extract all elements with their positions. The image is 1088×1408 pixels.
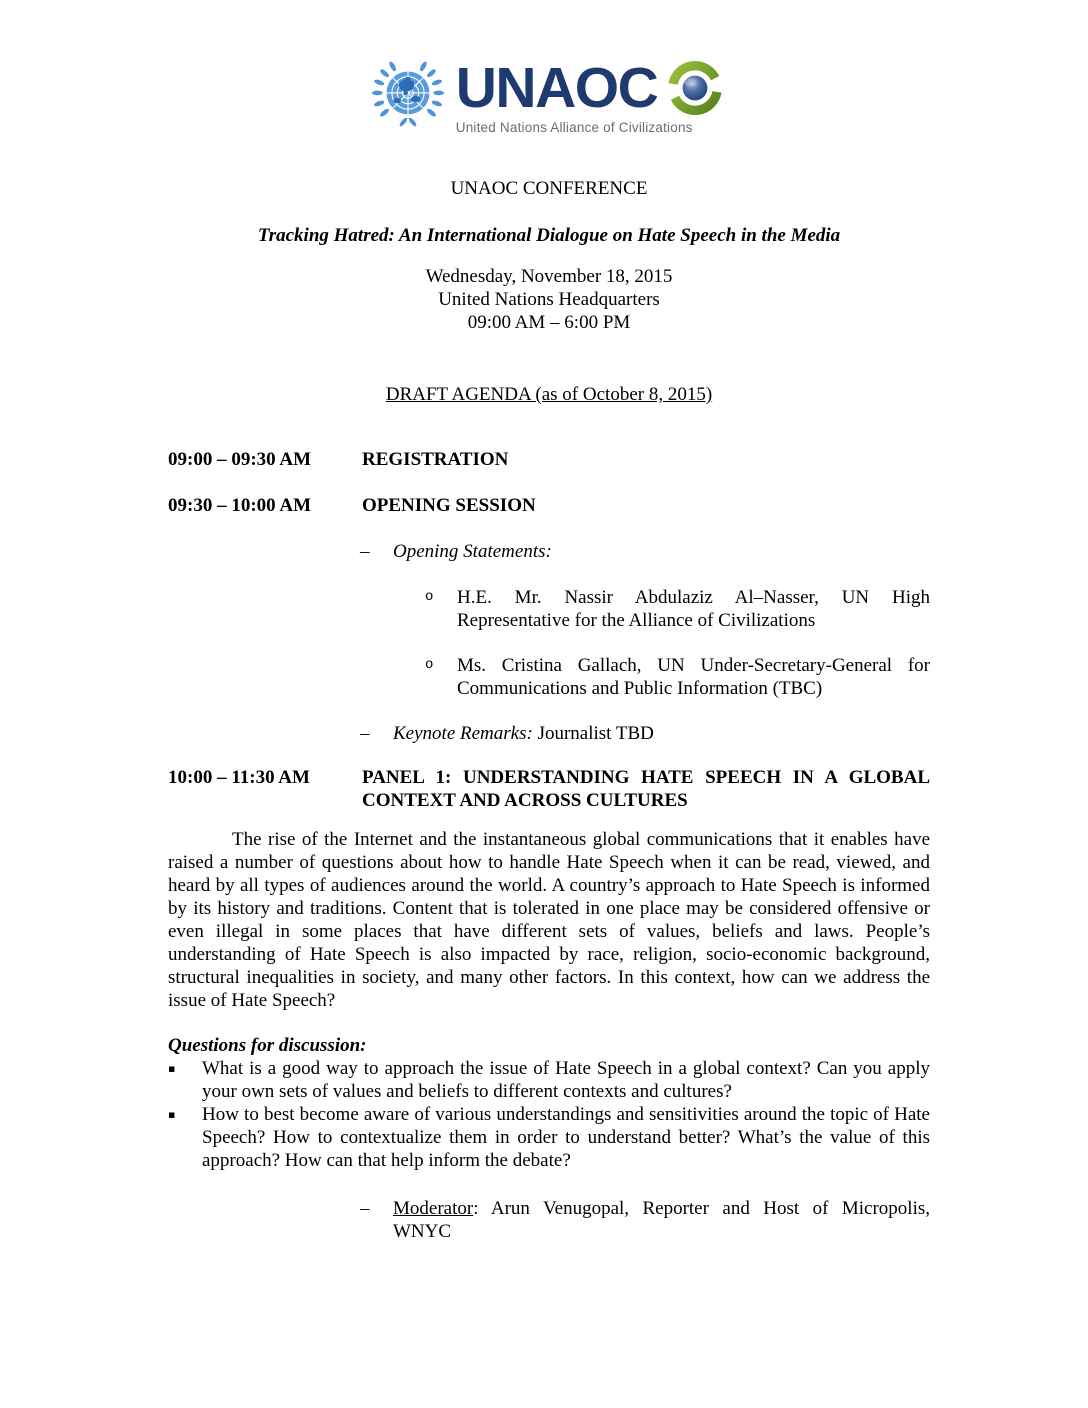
agenda-row-panel1 [168,766,930,812]
event-details [168,265,930,334]
opening-statements-item [360,540,930,563]
question-item [168,1057,930,1103]
opening-statements-label: Opening Statements: [393,541,552,562]
moderator-line2: WNYC [393,1221,452,1242]
dash-bullet-icon: – [360,541,370,562]
agenda-heading: DRAFT AGENDA (as of October 8, 2015) [385,384,713,405]
opening-session-title: OPENING SESSION [362,495,536,516]
logo-tagline: United Nations Alliance of Civilizations [455,119,693,135]
agenda-row-opening-session [168,494,930,517]
registration-time: 09:00 – 09:30 AM [168,449,312,470]
speaker-item [425,586,930,632]
panel1-description: The rise of the Internet and the instantaneous global communications that it enables have raised a number of questions about how to handle Hate Speech when it can be read, viewed, and heard by all types of audiences around the world. A country’s approach to Hate Speech is informed by its history and traditions. Content that is tolerated in one place may be considered offensive or even illegal in some places that have different sets of values, beliefs and laws. People’s understanding of Hate Speech is also impacted by race, religion, socio-economic background, structural inequalities in society, and many other factors. In this context, how can we address the issue of Hate Speech? [168,829,930,1011]
keynote-item [360,722,930,745]
questions-heading: Questions for discussion: [168,1035,367,1056]
conference-title: UNAOC CONFERENCE [450,178,648,199]
dash-bullet-icon: – [360,1198,370,1219]
question-item [168,1103,930,1172]
moderator-line1 [393,1197,930,1220]
speaker-name: Ms. Cristina Gallach, UN Under-Secretary-General for Communications and Public Information (TBC) [457,655,930,699]
agenda-row-registration [168,448,930,471]
registration-title: REGISTRATION [362,449,509,470]
speaker-name: H.E. Mr. Nassir Abdulaziz Al–Nasser, UN High Representative for the Alliance of Civilizations [457,587,930,631]
un-emblem-icon [362,54,454,138]
opening-session-time: 09:30 – 10:00 AM [168,495,312,516]
keynote-label: Keynote Remarks: [393,723,533,744]
speaker-item [425,654,930,700]
dash-bullet-icon: – [360,723,370,744]
question-text: How to best become aware of various understandings and sensitivities around the topic of Hate Speech? How to contextualize them in order to understand better? What’s the value of this approach? How can that help inform the debate? [202,1104,930,1171]
event-venue: United Nations Headquarters [438,289,660,310]
unaoc-logo [0,0,1088,138]
unaoc-wordmark: UNAOC [455,55,658,120]
panel1-time: 10:00 – 11:30 AM [168,767,310,788]
moderator-item [360,1197,930,1243]
moderator-rest: : Arun Venugopal, Reporter and Host of Micropolis, [473,1198,930,1219]
square-bullet-icon: ▪ [168,1062,176,1075]
circle-bullet-icon: o [425,589,434,605]
moderator-label: Moderator [393,1198,474,1219]
unaoc-swirl-icon [664,57,726,119]
square-bullet-icon: ▪ [168,1108,176,1121]
moderator-text [393,1197,930,1243]
circle-bullet-icon: o [425,657,434,673]
keynote-value: Journalist TBD [537,723,654,744]
conference-subtitle: Tracking Hatred: An International Dialogue on Hate Speech in the Media [257,225,841,246]
event-date: Wednesday, November 18, 2015 [425,266,673,287]
keynote-text [393,722,930,745]
event-hours: 09:00 AM – 6:00 PM [467,312,631,333]
question-text: What is a good way to approach the issue of Hate Speech in a global context? Can you apply your own sets of values and beliefs to different contexts and cultures? [202,1058,930,1102]
panel1-title: PANEL 1: UNDERSTANDING HATE SPEECH IN A GLOBAL CONTEXT AND ACROSS CULTURES [362,767,930,811]
